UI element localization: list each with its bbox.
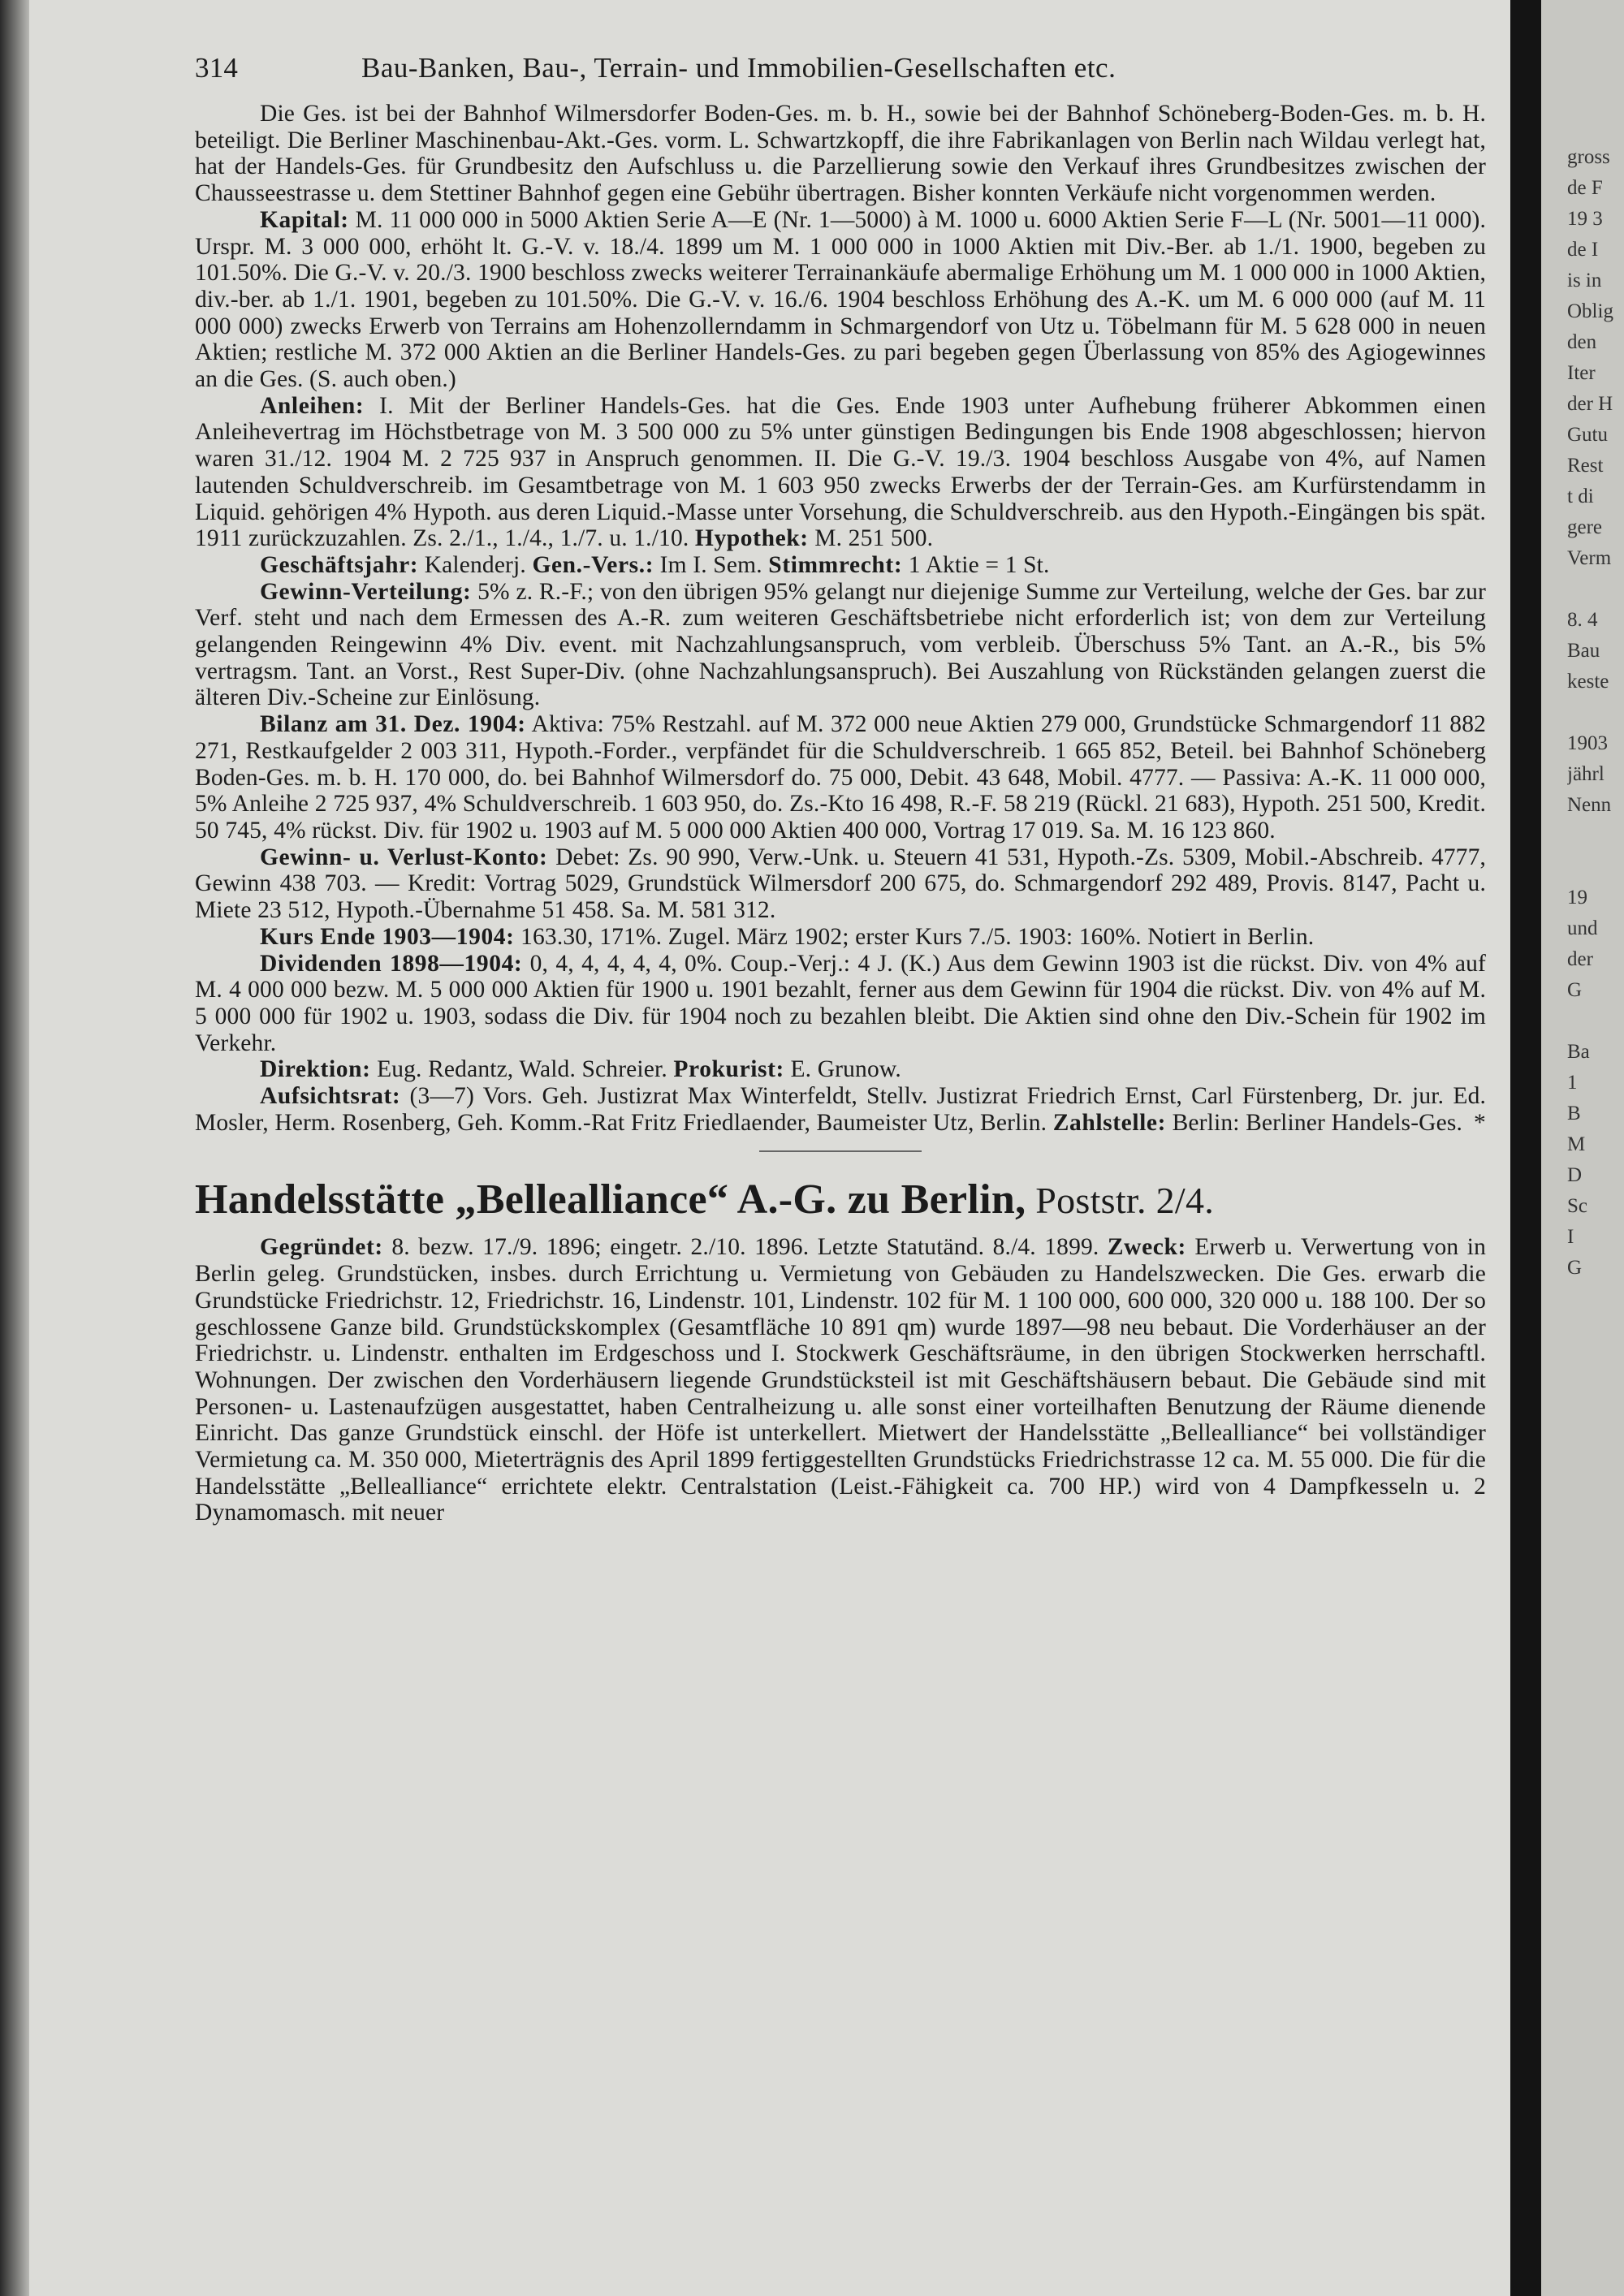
intro-paragraph: Die Ges. ist bei der Bahnhof Wilmersdorfer Boden-Ges. m. b. H., sowie bei der Bahnhof Schöneberg-Boden-Ges. m. b. H. beteiligt. Die Berliner Maschinenbau-Akt.-Ges. vorm. L. Schwartzkopff, die ihre Fabrikanlagen von Berlin nach Wildau verlegt hat, hat der Handels-Ges. für Grundbesitz den Aufschluss u. die Parzellierung sowie den Verkauf ihres Grundbesitzes zwischen der Chausseestrasse u. dem Stettiner Bahnhof gegen eine Gebühr übertragen. Bisher konnten Verkäufe nicht vorgenommen werden. <box>195 101 1486 207</box>
company-title <box>195 1175 1486 1226</box>
section-text: Eug. Redantz, Wald. Schreier. <box>370 1056 667 1083</box>
adjacent-page-fragment <box>1567 852 1624 883</box>
bilanz-section <box>195 711 1486 844</box>
adjacent-page-fragment: gross <box>1567 146 1610 168</box>
adjacent-page-fragment: is in <box>1567 270 1602 291</box>
adjacent-page-fragment: G <box>1567 1257 1583 1279</box>
section-divider <box>759 1150 922 1152</box>
company-entry-2 <box>195 1234 1486 1526</box>
kapital-section <box>195 207 1486 393</box>
section-text: Im I. Sem. <box>654 551 762 578</box>
adjacent-page-fragment: I <box>1567 1226 1574 1248</box>
anleihen-section <box>195 393 1486 552</box>
adjacent-page-fragment <box>1567 821 1624 852</box>
adjacent-page-fragment: D <box>1567 1164 1583 1186</box>
section-text: Berlin: Berliner Handels-Ges. <box>1166 1109 1463 1136</box>
adjacent-page-fragment: jährl <box>1567 763 1605 785</box>
company-name: Handelsstätte „Bellealliance“ A.-G. zu Berlin, <box>195 1176 1026 1224</box>
adjacent-page-fragment: 19 <box>1567 887 1587 908</box>
adjacent-page-fragment: Nenn <box>1567 794 1612 816</box>
adjacent-page-fragment: 8. 4 <box>1567 609 1598 631</box>
section-text: M. 11 000 000 in 5000 Aktien Serie A—E (Nr. 1—5000) à M. 1000 u. 6000 Aktien Serie F—L (Nr. 5001—11 000). Urspr. M. 3 000 000, erhöht lt. G.-V. v. 18./4. 1899 um M. 1 000 000 in 1000 Aktien mit Div.-Ber. ab 1./1. 1900, begeben zu 101.50%. Die G.-V. v. 20./3. 1900 beschloss zwecks weiterer Terrainankäufe abermalige Erhöhung um M. 1 000 000 in 1000 Aktien, div.-ber. ab 1./1. 1901, begeben zu 101.50%. Die G.-V. v. 16./6. 1904 beschloss Erhöhung des A.-K. um M. 6 000 000 (auf M. 11 000 000) zwecks Erwerb von Terrains am Hohenzollerndamm in Schmargendorf von Utz u. Töbelmann für M. 5 628 000 in neuen Aktien; restliche M. 372 000 Aktien an die Berliner Handels-Ges. zu pari begeben gegen Überlassung von 85% des Agiogewinnes an die Ges. (S. auch oben.) <box>195 206 1486 393</box>
adjacent-page-fragment: keste <box>1567 671 1609 693</box>
section-text: Debet: Zs. 90 990, Verw.-Unk. u. Steuern 41 531, Hypoth.-Zs. 5309, Mobil.-Abschreib. 4777, Gewinn 438 703. — Kredit: Vortrag 5029, Grundstück Wilmersdorf 200 675, do. Schmargendorf 292 489, Provis. 8147, Pacht u. Miete 23 512, Hypoth.-Übernahme 51 458. Sa. M. 581 312. <box>195 844 1486 924</box>
adjacent-page-fragment: de F <box>1567 177 1603 199</box>
dividenden-section <box>195 951 1486 1057</box>
adjacent-page-fragment: der H <box>1567 393 1613 415</box>
section-label: Gen.-Vers.: <box>532 551 654 578</box>
section-text: 1 Aktie = 1 St. <box>902 551 1050 578</box>
adjacent-page-fragment: de I <box>1567 239 1599 261</box>
section-text: 0, 4, 4, 4, 4, 4, 0%. Coup.-Verj.: 4 J. (K.) Aus dem Gewinn 1903 ist die rückst. Div. von 4% auf M. 4 000 000 bezw. M. 5 000 000 Aktien für 1900 u. 1901 bezahlt, ferner aus dem Gewinn für 1904 die rückst. Div. von 4% auf M. 5 000 000 für 1902 u. 1903, sodass die Div. für 1904 noch zu bezahlen bleibt. Die Aktien sind ohne den Div.-Schein für 1902 im Verkehr. <box>195 950 1486 1056</box>
section-label: Kapital: <box>260 206 349 233</box>
adjacent-page-fragment: der <box>1567 948 1593 970</box>
adjacent-page-fragment: und <box>1567 917 1598 939</box>
geschaeftsjahr-section <box>195 552 1486 579</box>
adjacent-page-fragment: Verm <box>1567 547 1612 569</box>
adjacent-page-fragment: 1 <box>1567 1072 1578 1094</box>
section-label: Geschäftsjahr: <box>260 551 419 578</box>
section-text: 5% z. R.-F.; von den übrigen 95% gelangt nur diejenige Summe zur Verteilung, welche der Ges. bar zur Verf. steht und nach dem Ermessen des A.-R. zum weiteren Geschäftsbetriebe nicht erforderlich ist; von dem zur Verteilung gelangenden Reingewinn 4% Div. event. mit Nachzahlungsanspruch, vom verbleib. Überschuss 5% Tant. an A.-R., bis 5% vertragsm. Tant. an Vorst., Rest Super-Div. (ohne Nachzahlungsanspruch). Bei Auszahlung von Rückständen gelangen zuerst die älteren Div.-Scheine zur Einlösung. <box>195 578 1486 711</box>
section-text: 8. bezw. 17./9. 1896; eingetr. 2./10. 1896. Letzte Statutänd. 8./4. 1899. <box>382 1234 1099 1261</box>
adjacent-page-fragment: B <box>1567 1103 1581 1124</box>
section-label: Gewinn-Verteilung: <box>260 578 472 605</box>
section-label: Prokurist: <box>673 1056 784 1083</box>
section-label: Gegründet: <box>260 1234 383 1261</box>
section-label: Kurs Ende 1903—1904: <box>260 923 515 950</box>
section-label: Zweck: <box>1107 1234 1186 1261</box>
adjacent-page-fragment: G <box>1567 979 1583 1001</box>
section-label: Hypothek: <box>694 525 809 552</box>
end-mark: * <box>1474 1109 1486 1136</box>
adjacent-page-fragment: Sc <box>1567 1195 1587 1217</box>
section-label: Direktion: <box>260 1056 371 1083</box>
section-label: Aufsichtsrat: <box>260 1083 401 1110</box>
aufsichtsrat-section <box>195 1083 1486 1136</box>
adjacent-page-fragment <box>1567 574 1624 605</box>
section-label: Anleihen: <box>260 392 365 419</box>
adjacent-page-fragment: Oblig <box>1567 300 1613 322</box>
gewinn-verteilung-section <box>195 579 1486 712</box>
section-label: Zahlstelle: <box>1052 1109 1167 1136</box>
running-head: Bau-Banken, Bau-, Terrain- und Immobilien-Gesellschaften etc. <box>361 52 1116 84</box>
adjacent-page-fragment: M <box>1567 1133 1586 1155</box>
section-text: (3—7) Vors. Geh. Justizrat Max Winterfeldt, Stellv. Justizrat Friedrich Ernst, Carl Fürstenberg, Dr. jur. Ed. Mosler, Herm. Rosenberg, Geh. Komm.-Rat Fritz Friedlaender, Baumeister Utz, Berlin. <box>195 1083 1486 1136</box>
company-entry-1 <box>195 101 1486 1136</box>
adjacent-page-fragment: 1903 <box>1567 732 1608 754</box>
kurs-section <box>195 924 1486 951</box>
section-text: E. Grunow. <box>784 1056 901 1083</box>
page-number: 314 <box>195 52 239 84</box>
adjacent-page-fragment: Bau <box>1567 640 1600 662</box>
adjacent-page-fragment: gere <box>1567 516 1603 538</box>
section-text: Kalenderj. <box>418 551 526 578</box>
section-label: Dividenden 1898—1904: <box>260 950 523 977</box>
direktion-section <box>195 1056 1486 1083</box>
adjacent-page-fragment: Ba <box>1567 1041 1590 1063</box>
section-text: I. Mit der Berliner Handels-Ges. hat die Ges. Ende 1903 unter Aufhebung früherer Abkommen einen Anleihevertrag im Höchstbetrage von M. 3 500 000 zu 5% unter günstigen Bedingungen bis Ende 1908 abgeschlossen; hiervon waren 31./12. 1904 M. 2 725 937 in Anspruch genommen. II. Die G.-V. 19./3. 1904 beschloss Ausgabe von 4%, auf Namen lautenden Schuldverschreib. im Gesamtbetrage von M. 1 603 950 zwecks Erwerbs der der Terrain-Ges. am Kurfürstendamm in Liquid. gehörigen 4% Hypoth. aus deren Liquid.-Masse unter Vorsehung, die Schuldverschreib. aus den Hypoth.-Eingängen bis spät. 1911 zurückzuzahlen. Zs. 2./1., 1./4., 1./7. u. 1./10. <box>195 392 1486 552</box>
section-text: M. 251 500. <box>808 525 934 552</box>
gewinn-verlust-section <box>195 844 1486 924</box>
section-text: 163.30, 171%. Zugel. März 1902; erster Kurs 7./5. 1903: 160%. Notiert in Berlin. <box>514 923 1315 950</box>
section-label: Gewinn- u. Verlust-Konto: <box>260 844 548 870</box>
adjacent-page-fragment: Iter <box>1567 362 1596 384</box>
scan-left-edge <box>0 0 29 2296</box>
adjacent-page-fragment: Rest <box>1567 455 1604 477</box>
adjacent-page-fragment: den <box>1567 331 1597 353</box>
book-gutter <box>1510 0 1541 2296</box>
adjacent-page-fragment <box>1567 697 1624 728</box>
company-address: Poststr. 2/4. <box>1026 1180 1215 1222</box>
section-text: Aktiva: 75% Restzahl. auf M. 372 000 neue Aktien 279 000, Grundstücke Schmargendorf 11 882 271, Restkaufgelder 2 003 311, Hypoth.-Forder., verpfändet für die Schuldverschreib. 1 665 852, Beteil. bei Bahnhof Schöneberg Boden-Ges. m. b. H. 170 000, do. bei Bahnhof Wilmersdorf do. 75 000, Debit. 43 648, Mobil. 4777. — Passiva: A.-K. 11 000 000, 5% Anleihe 2 725 937, 4% Schuldverschreib. 1 603 950, do. Zs.-Kto 16 498, R.-F. 58 219 (Rückl. 21 683), Hypoth. 251 500, Kredit. 50 745, 4% rückst. Div. für 1902 u. 1903 auf M. 5 000 000 Aktien 400 000, Vortrag 17 019. Sa. M. 16 123 860. <box>195 711 1487 844</box>
page-header <box>195 52 1486 101</box>
adjacent-page-fragment: 19 3 <box>1567 208 1603 230</box>
book-page <box>195 52 1486 1526</box>
adjacent-page-fragment: Gutu <box>1567 424 1608 446</box>
gegruendet-section <box>195 1234 1486 1526</box>
adjacent-page-fragment <box>1567 1006 1624 1037</box>
adjacent-page-fragment: t di <box>1567 486 1594 507</box>
section-label: Stimmrecht: <box>768 551 903 578</box>
adjacent-page-fragments <box>1567 142 1624 1284</box>
section-text: Erwerb u. Verwertung von in Berlin geleg. Grundstücken, insbes. durch Errichtung u. Vermietung von Gebäuden zu Handelszwecken. Die Ges. erwarb die Grundstücke Friedrichstr. 12, Friedrichstr. 16, Lindenstr. 101, Lindenstr. 102 für M. 1 100 000, 600 000, 320 000 u. 188 100. Der so geschlossene Ganze bild. Grundstückskomplex (Gesamtfläche 10 891 qm) wurde 1897—98 neu bebaut. Die Vorderhäuser an der Friedrichstr. u. Lindenstr. enthalten im Erdgeschoss und I. Stockwerk Geschäftsräume, in den übrigen Stockwerken herrschaftl. Wohnungen. Der zwischen den Vorderhäusern liegende Grundstücksteil ist mit Geschäftshäusern bebaut. Die Gebäude sind mit Personen- u. Lastenaufzügen ausgestattet, haben Centralheizung u. alle sonst einer vorteilhaften Benutzung der Räume dienende Einricht. Das ganze Grundstück einschl. der Höfe ist unterkellert. Mietwert der Handelsstätte „Bellealliance“ bei vollständiger Vermietung ca. M. 350 000, Mieterträgnis des April 1899 fertiggestellten Grundstücks Friedrichstrasse 12 ca. M. 55 000. Die für die Handelsstätte „Bellealliance“ errichtete elektr. Centralstation (Leist.-Fähigkeit ca. 700 HP.) wird von 4 Dampfkesseln u. 2 Dynamomasch. mit neuer <box>195 1234 1487 1526</box>
section-label: Bilanz am 31. Dez. 1904: <box>260 711 526 738</box>
